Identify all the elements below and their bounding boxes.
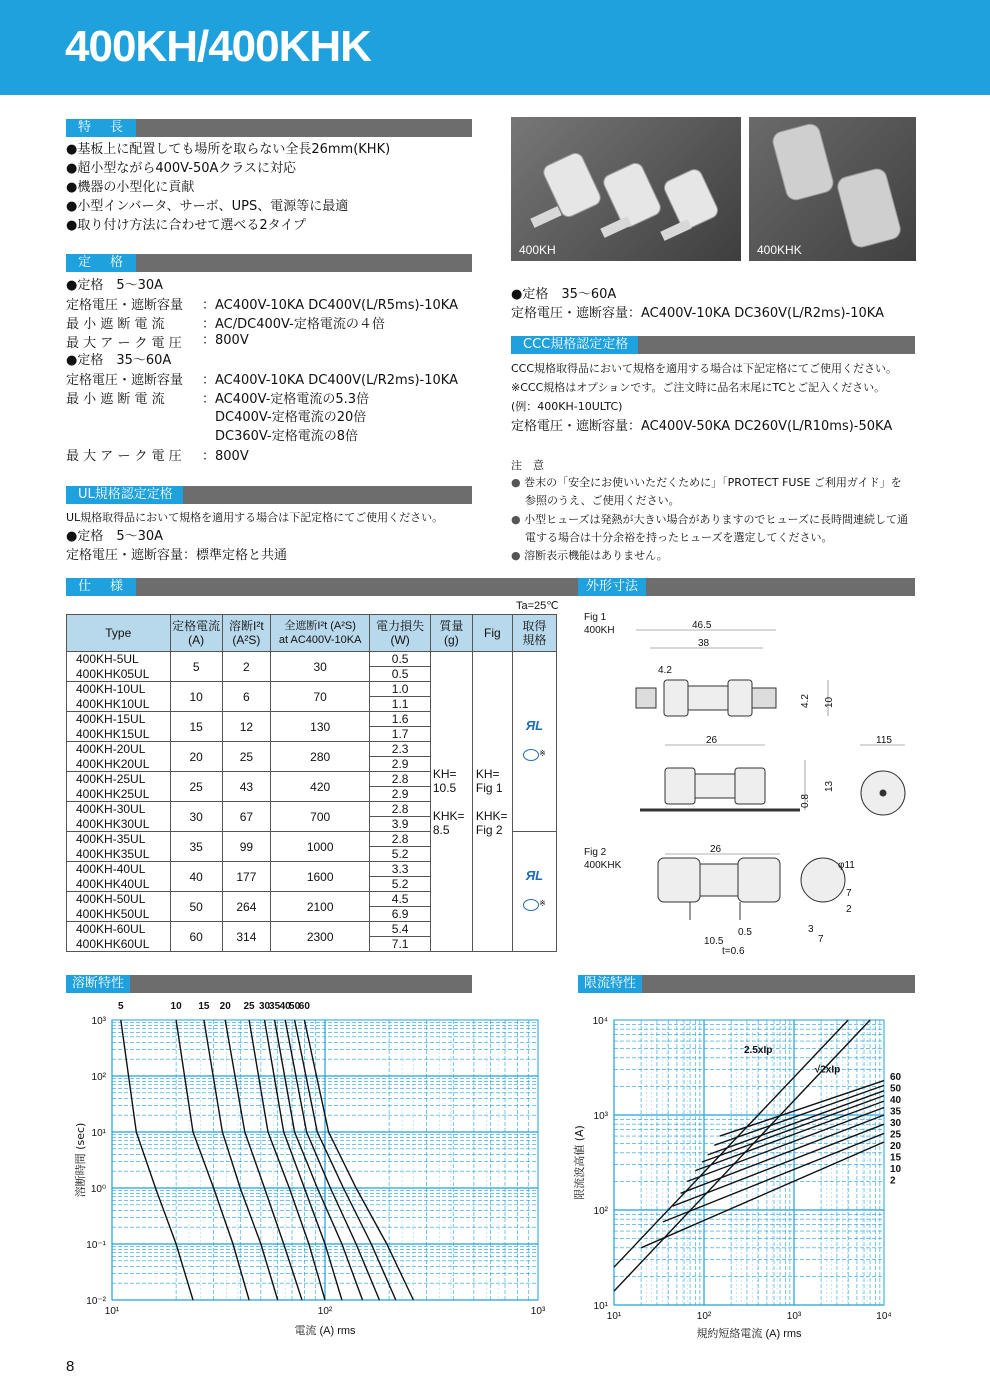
y-tick-label: 10⁻¹ <box>86 1240 106 1251</box>
type-cell: 400KHK35UL <box>67 847 171 862</box>
curve-label: 15 <box>890 1152 902 1164</box>
curve-label: 60 <box>890 1072 902 1083</box>
photo-caption-400kh: 400KH <box>519 243 556 257</box>
notes-heading: 注 意 <box>511 459 544 472</box>
dim-label: 26 <box>706 735 718 746</box>
x-axis-label: 電流 (A) rms <box>294 1325 356 1337</box>
features-heading: 特 長 <box>66 119 136 137</box>
ul-mark-icon: ЯL <box>525 868 544 883</box>
dim-label: 0.8 <box>800 794 811 808</box>
spec-section-bar <box>66 578 915 596</box>
type-cell: 400KH-60UL <box>67 922 171 937</box>
x-tick-label: 10⁴ <box>876 1311 892 1322</box>
dim-label: 10.5 <box>704 936 724 947</box>
col-header: 溶断I²t (A²S) <box>222 615 270 652</box>
loss-cell: 7.1 <box>370 937 430 952</box>
x-tick-label: 10² <box>317 1306 333 1317</box>
ccc-mark-icon: ※ <box>513 897 556 914</box>
current-cell: 35 <box>170 832 222 862</box>
dim-label: 13 <box>824 780 835 792</box>
fig2-label: Fig 2 <box>584 847 607 858</box>
dim-label: 38 <box>698 638 710 649</box>
i2t-cell: 25 <box>222 742 270 772</box>
type-cell: 400KH-15UL <box>67 712 171 727</box>
type-cell: 400KHK60UL <box>67 937 171 952</box>
x-tick-label: 10¹ <box>606 1311 622 1322</box>
total-cell: 1000 <box>270 832 369 862</box>
total-cell: 30 <box>270 652 369 682</box>
curve-label: 50 <box>890 1083 902 1095</box>
dim-label: 10 <box>824 696 835 708</box>
ul-heading: UL規格認定定格 <box>66 486 183 504</box>
loss-cell: 2.8 <box>370 772 430 787</box>
i2t-cell: 314 <box>222 922 270 952</box>
rating-value: ：AC/DC400V-定格電流の４倍 <box>202 317 385 332</box>
current-cell: 25 <box>170 772 222 802</box>
photo-400kh <box>511 117 741 261</box>
i2t-cell: 67 <box>222 802 270 832</box>
i2t-cell: 12 <box>222 712 270 742</box>
right-rating-row: 定格電圧・遮断容量：AC400V-10KA DC360V(L/R2ms)-10KA <box>511 306 884 321</box>
ul-title: ● 定格 5〜30A <box>66 527 163 546</box>
type-cell: 400KHK30UL <box>67 817 171 832</box>
rating-label: 最 小 遮 断 電 流 <box>66 392 165 407</box>
mass-cell: KH= 10.5 KHK= 8.5 <box>430 652 472 952</box>
col-header: 全遮断I²t (A²S) at AC400V-10KA <box>270 615 369 652</box>
type-cell: 400KH-25UL <box>67 772 171 787</box>
table-row <box>67 652 557 667</box>
loss-cell: 1.6 <box>370 712 430 727</box>
i2t-cell: 6 <box>222 682 270 712</box>
type-cell: 400KH-50UL <box>67 892 171 907</box>
curve-label: 20 <box>890 1141 902 1152</box>
loss-cell: 2.9 <box>370 787 430 802</box>
note-line: ● 巻末の「安全にお使いいただくために」「PROTECT FUSE ご利用ガイド」を <box>511 476 902 489</box>
fuse-photo-illustration <box>511 117 741 261</box>
fuse-photo-illustration <box>749 117 916 261</box>
loss-cell: 5.4 <box>370 922 430 937</box>
y-tick-label: 10³ <box>91 1016 106 1027</box>
curve-label: 30 <box>258 1001 271 1012</box>
total-cell: 70 <box>270 682 369 712</box>
ul-section-bar <box>66 486 472 504</box>
type-cell: 400KHK15UL <box>67 727 171 742</box>
fusing-chart-heading: 溶断特性 <box>66 975 130 993</box>
y-tick-label: 10⁻² <box>86 1296 106 1307</box>
type-cell: 400KHK05UL <box>67 667 171 682</box>
annotation-label: 2.5xIp <box>744 1044 773 1056</box>
total-cell: 280 <box>270 742 369 772</box>
current-cell: 60 <box>170 922 222 952</box>
cert-cell <box>512 652 556 832</box>
dimensions-heading: 外形寸法 <box>578 578 646 596</box>
rating-value: ：AC400V-10KA DC400V(L/R2ms)-10KA <box>202 373 458 388</box>
ambient-temp: Ta=25℃ <box>516 600 559 612</box>
type-cell: 400KH-35UL <box>67 832 171 847</box>
rating-value: DC360V-定格電流の8倍 <box>215 429 358 444</box>
loss-cell: 1.0 <box>370 682 430 697</box>
dim-label: φ11 <box>838 860 855 871</box>
curve-label: 2 <box>890 1175 896 1187</box>
curve-label: 25 <box>890 1129 902 1141</box>
curve-label: 50 <box>289 1001 301 1012</box>
rating-label: 定格電圧・遮断容量 <box>66 298 184 313</box>
col-header: 質量 (g) <box>430 615 472 652</box>
loss-cell: 2.3 <box>370 742 430 757</box>
type-cell: 400KHK40UL <box>67 877 171 892</box>
type-cell: 400KHK25UL <box>67 787 171 802</box>
feature-item: ● 機器の小型化に貢献 <box>66 178 194 197</box>
type-cell: 400KHK20UL <box>67 757 171 772</box>
current-cell: 40 <box>170 862 222 892</box>
ccc-line: CCC規格取得品において規格を適用する場合は下記定格にてご使用ください。 <box>511 362 898 375</box>
rating-value: ：AC400V-10KA DC400V(L/R5ms)-10KA <box>202 298 458 313</box>
loss-cell: 0.5 <box>370 667 430 682</box>
type-cell: 400KH-5UL <box>67 652 171 667</box>
x-tick-label: 10³ <box>786 1311 802 1322</box>
spec-table <box>66 614 557 952</box>
i2t-cell: 2 <box>222 652 270 682</box>
cert-cell <box>512 832 556 952</box>
dim-label: 3 <box>808 924 814 935</box>
photo-caption-400khk: 400KHK <box>757 243 802 257</box>
dim-label: 4.2 <box>800 694 811 708</box>
ul-line: UL規格取得品において規格を適用する場合は下記定格にてご使用ください。 <box>66 511 444 524</box>
type-cell: 400KH-10UL <box>67 682 171 697</box>
y-axis-label: 限流波高値 (A) <box>573 1125 586 1200</box>
limiting-chart-heading: 限流特性 <box>578 975 642 993</box>
col-header: 取得 規格 <box>512 615 556 652</box>
total-cell: 2300 <box>270 922 369 952</box>
rating-label: 最 小 遮 断 電 流 <box>66 317 165 332</box>
dim-label: 26 <box>710 844 722 855</box>
loss-cell: 3.9 <box>370 817 430 832</box>
note-line: ● 小型ヒューズは発熱が大きい場合がありますのでヒューズに長時間連続して通 <box>511 513 909 526</box>
current-cell: 5 <box>170 652 222 682</box>
i2t-cell: 43 <box>222 772 270 802</box>
dim-label: 7 <box>846 888 852 899</box>
loss-cell: 0.5 <box>370 652 430 667</box>
col-header: 電力損失 (W) <box>370 615 430 652</box>
col-header: 定格電流 (A) <box>170 615 222 652</box>
curve-label: 15 <box>198 1001 210 1012</box>
i2t-cell: 99 <box>222 832 270 862</box>
fig1-label: Fig 1 <box>584 612 607 623</box>
y-tick-label: 10⁴ <box>592 1016 608 1027</box>
current-cell: 10 <box>170 682 222 712</box>
feature-item: ● 超小型ながら400V-50Aクラスに対応 <box>66 159 296 178</box>
feature-item: ● 基板上に配置しても場所を取らない全長26mm(KHK) <box>66 140 390 159</box>
ccc-mark-icon: ※ <box>513 747 556 764</box>
x-tick-label: 10² <box>696 1311 712 1322</box>
page-title: 400KH/400KHK <box>65 22 371 71</box>
fusing-chart-section-bar <box>66 975 472 993</box>
y-tick-label: 10² <box>593 1206 608 1217</box>
current-cell: 30 <box>170 802 222 832</box>
ccc-line: ※CCC規格はオプションです。ご注文時に品名末尾にTCとご記入ください。 <box>511 381 886 394</box>
ccc-line: (例：400KH-10ULTC) <box>511 400 623 413</box>
rating-value: DC400V-定格電流の20倍 <box>215 410 367 425</box>
rating-group-title: ● 定格 5〜30A <box>66 276 163 295</box>
ccc-heading: CCC規格認定定格 <box>511 336 638 354</box>
total-cell: 420 <box>270 772 369 802</box>
ratings-heading: 定 格 <box>66 254 136 272</box>
dimension-drawings <box>580 600 916 960</box>
dim-label: 4.2 <box>658 665 672 676</box>
i2t-cell: 177 <box>222 862 270 892</box>
dim-label: 115 <box>876 735 892 746</box>
fusing-characteristic-chart <box>60 995 550 1340</box>
ccc-section-bar <box>511 336 915 354</box>
loss-cell: 2.8 <box>370 802 430 817</box>
y-tick-label: 10³ <box>593 1111 608 1122</box>
fig2-type: 400KHK <box>584 860 622 871</box>
y-tick-label: 10⁰ <box>90 1184 106 1195</box>
x-axis-label: 規約短絡電流 (A) rms <box>696 1328 802 1340</box>
curve-label: 10 <box>170 1001 182 1012</box>
loss-cell: 3.3 <box>370 862 430 877</box>
current-limiting-chart <box>570 1005 930 1340</box>
rating-value: ：800V <box>202 333 249 348</box>
page-number: 8 <box>66 1358 75 1375</box>
note-line: ● 溶断表示機能はありません。 <box>511 549 668 562</box>
col-header: Fig <box>472 615 512 652</box>
type-cell: 400KHK10UL <box>67 697 171 712</box>
current-cell: 15 <box>170 712 222 742</box>
loss-cell: 2.9 <box>370 757 430 772</box>
rating-value: ：800V <box>202 449 249 464</box>
loss-cell: 1.7 <box>370 727 430 742</box>
current-cell: 20 <box>170 742 222 772</box>
curve-label: 5 <box>118 1001 124 1012</box>
x-tick-label: 10³ <box>530 1306 546 1317</box>
curve-label: 10 <box>890 1164 902 1175</box>
total-cell: 2100 <box>270 892 369 922</box>
fig-cell: KH= Fig 1 KHK= Fig 2 <box>472 652 512 952</box>
curve-label: 35 <box>890 1106 902 1118</box>
curve-label: 40 <box>890 1095 902 1106</box>
total-cell: 130 <box>270 712 369 742</box>
loss-cell: 1.1 <box>370 697 430 712</box>
ul-mark-icon: ЯL <box>525 718 544 733</box>
curve-label: 25 <box>243 1001 255 1012</box>
type-cell: 400KHK50UL <box>67 907 171 922</box>
ul-row: 定格電圧・遮断容量：標準定格と共通 <box>66 548 288 563</box>
type-cell: 400KH-20UL <box>67 742 171 757</box>
feature-item: ● 小型インバータ、サーボ、UPS、電源等に最適 <box>66 197 348 216</box>
feature-item: ● 取り付け方法に合わせて選べる2タイプ <box>66 216 306 235</box>
y-tick-label: 10² <box>91 1072 106 1083</box>
i2t-cell: 264 <box>222 892 270 922</box>
dim-label: t=0.6 <box>722 946 745 957</box>
note-line: 参照のうえ、ご使用ください。 <box>525 494 680 507</box>
dim-label: 2 <box>846 904 852 915</box>
loss-cell: 2.8 <box>370 832 430 847</box>
dim-label: 46.5 <box>692 620 712 631</box>
curve-label: 60 <box>298 1001 310 1012</box>
col-header: Type <box>67 615 171 652</box>
limiting-chart-section-bar <box>578 975 915 993</box>
loss-cell: 4.5 <box>370 892 430 907</box>
total-cell: 700 <box>270 802 369 832</box>
fig1-type: 400KH <box>584 625 615 636</box>
curve-label: 40 <box>279 1001 291 1012</box>
dim-label: 0.5 <box>738 927 752 938</box>
y-tick-label: 10¹ <box>593 1301 608 1312</box>
photo-400khk <box>749 117 916 261</box>
ratings-section-bar <box>66 254 472 272</box>
current-cell: 50 <box>170 892 222 922</box>
type-cell: 400KH-30UL <box>67 802 171 817</box>
curve-label: 35 <box>269 1001 281 1012</box>
plot-area <box>614 1020 884 1305</box>
y-axis-label: 溶断時間 (sec) <box>74 1122 87 1198</box>
loss-cell: 5.2 <box>370 877 430 892</box>
spec-heading: 仕 様 <box>66 578 136 596</box>
y-tick-label: 10¹ <box>91 1128 106 1139</box>
rating-label: 最 大 ア ー ク 電 圧 <box>66 336 182 351</box>
right-rating-title: ● 定格 35〜60A <box>511 285 616 304</box>
ccc-rating: 定格電圧・遮断容量：AC400V-50KA DC260V(L/R10ms)-50KA <box>511 419 893 434</box>
rating-label: 定格電圧・遮断容量 <box>66 373 184 388</box>
annotation-label: √2xIp <box>814 1064 841 1076</box>
rating-group-title: ● 定格 35〜60A <box>66 351 171 370</box>
rating-label: 最 大 ア ー ク 電 圧 <box>66 449 182 464</box>
rating-value: ：AC400V-定格電流の5.3倍 <box>202 392 370 407</box>
curve-label: 30 <box>890 1118 902 1129</box>
curve-label: 20 <box>219 1001 231 1012</box>
loss-cell: 6.9 <box>370 907 430 922</box>
dim-label: 7 <box>818 934 824 945</box>
total-cell: 1600 <box>270 862 369 892</box>
x-tick-label: 10¹ <box>104 1306 120 1317</box>
type-cell: 400KH-40UL <box>67 862 171 877</box>
loss-cell: 5.2 <box>370 847 430 862</box>
note-line: 電する場合は十分余裕を持ったヒューズを選定してください。 <box>525 531 833 544</box>
features-section-bar <box>66 119 472 137</box>
